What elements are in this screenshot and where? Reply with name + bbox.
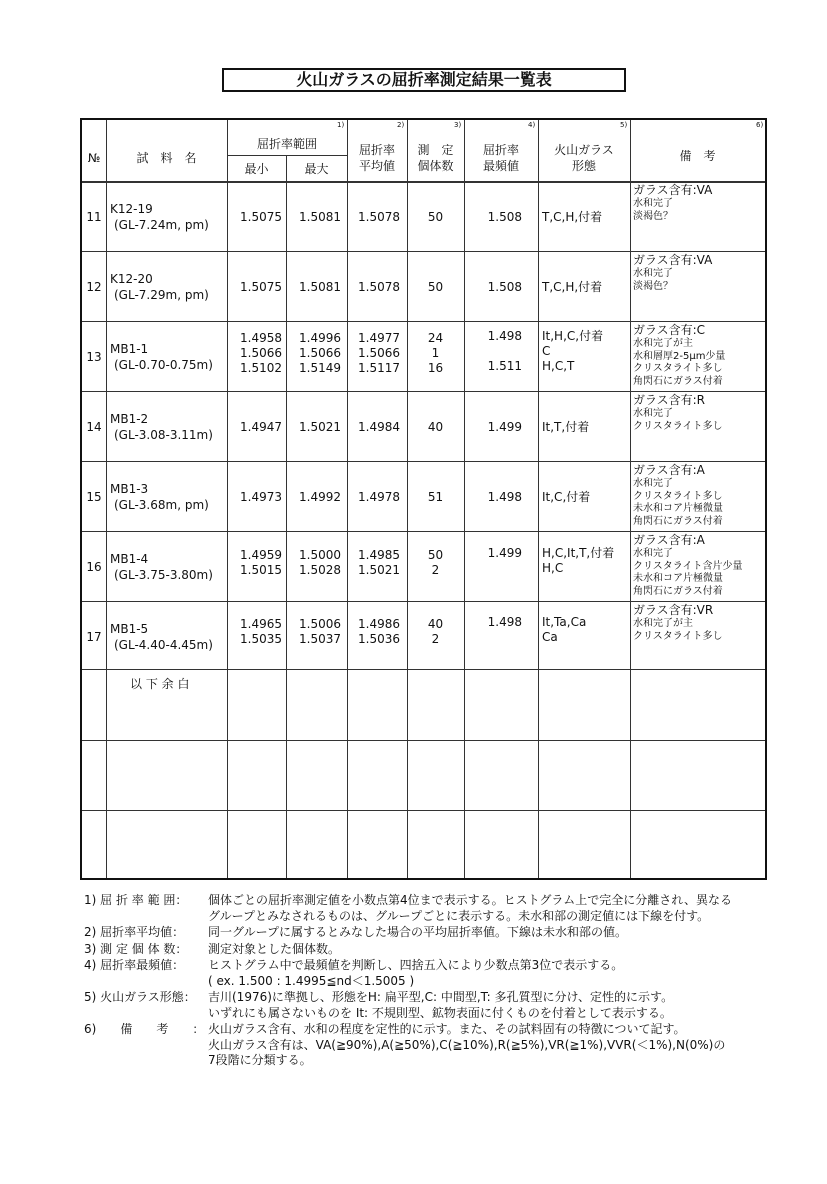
mode-value: 1.499 xyxy=(487,546,522,560)
footnote-text: グループとみなされるものは、グループごとに表示する。未水和部の測定値には下線を付す。 xyxy=(208,908,710,923)
min-value: 1.5015 xyxy=(240,563,282,577)
sample-depth: (GL-0.70-0.75m) xyxy=(114,358,213,372)
row-divider xyxy=(82,669,765,670)
footnote-text: いずれにも属さないものを It: 不規則型、鉱物表面に付くものを付着として表示する。 xyxy=(208,1005,672,1020)
min-value: 1.5075 xyxy=(240,280,282,294)
sample-id: K12-19 xyxy=(110,202,153,216)
col-divider xyxy=(538,120,539,878)
footnote-ref: 2) xyxy=(397,121,405,129)
remark-line: クリスタライト多し xyxy=(633,420,723,432)
row-number: 17 xyxy=(86,630,102,644)
row-number: 14 xyxy=(86,420,102,434)
count-value: 16 xyxy=(427,361,444,375)
mode-value: 1.498 xyxy=(487,329,522,343)
page-title: 火山ガラスの屈折率測定結果一覧表 xyxy=(222,68,626,92)
col-divider xyxy=(106,120,107,878)
footnote-line xyxy=(84,942,784,958)
footnote-line xyxy=(84,958,784,974)
mean-value: 1.4985 xyxy=(358,548,400,562)
max-value: 1.5081 xyxy=(299,210,341,224)
max-value: 1.5021 xyxy=(299,420,341,434)
footnote-line xyxy=(84,974,784,990)
count-value: 40 xyxy=(427,617,444,631)
max-value: 1.5149 xyxy=(299,361,341,375)
remark-line: ガラス含有:VA xyxy=(633,253,713,267)
remark-line: 水和完了 xyxy=(633,198,673,209)
row-number: 15 xyxy=(86,490,102,504)
header-sub-divider xyxy=(227,155,347,156)
mean-value: 1.5036 xyxy=(358,632,400,646)
sample-id: K12-20 xyxy=(110,272,153,286)
footnote-label: 3) 測 定 個 体 数： xyxy=(84,941,188,956)
count-value: 50 xyxy=(427,210,444,224)
sample-depth: (GL-4.40-4.45m) xyxy=(114,638,213,652)
count-value: 2 xyxy=(431,632,440,646)
footnote-label: 1) 屈 折 率 範 囲： xyxy=(84,893,188,907)
footnote-ref: 4) xyxy=(528,121,536,129)
remark-line: 水和完了 xyxy=(633,268,673,279)
footnote-label: 2) 屈折率平均値： xyxy=(84,925,185,939)
max-value: 1.5000 xyxy=(299,548,341,562)
sample-id: MB1-2 xyxy=(110,412,149,426)
header-sample: 試 料 名 xyxy=(136,151,197,165)
remark-line: ガラス含有:VA xyxy=(633,183,713,197)
remark-line: ガラス含有:VR xyxy=(633,603,714,617)
remark-line: 淡褐色？ xyxy=(633,210,673,222)
footnote-item xyxy=(84,958,784,989)
min-value: 1.4965 xyxy=(240,617,282,631)
header-remarks: 備 考 xyxy=(679,149,716,163)
remark-line: 角閃石にガラス付着 xyxy=(633,585,723,597)
header-no: № xyxy=(87,151,101,165)
min-value: 1.4959 xyxy=(240,548,282,562)
glass-form: T,C,H,付着 xyxy=(542,210,603,224)
mean-value: 1.5021 xyxy=(358,563,400,577)
glass-form: H,C,It,T,付着 xyxy=(542,546,615,560)
mean-value: 1.5117 xyxy=(358,361,400,375)
row-number: 11 xyxy=(86,210,102,224)
footnote-ref: 3) xyxy=(454,121,462,129)
row-divider xyxy=(82,531,765,532)
row-divider xyxy=(82,251,765,252)
header-form-2: 形態 xyxy=(571,159,596,173)
footnote-text: 吉川(1976)に準拠し、形態をH: 扁平型,C: 中間型,T: 多孔質型に分け、定性的に示す。 xyxy=(208,990,674,1004)
footnote-text: 火山ガラス含有は、VA(≧90%),A(≧50%),C(≧10%),R(≧5%),VR(≧1%),VVR(＜1%),N(0%)の xyxy=(208,1037,726,1052)
col-divider xyxy=(630,120,631,878)
footnote-label: 4) 屈折率最頻値： xyxy=(84,958,185,972)
remark-line: 水和完了 xyxy=(633,408,673,419)
footnote-item xyxy=(84,925,784,941)
min-value: 1.4973 xyxy=(240,490,282,504)
header-min: 最小 xyxy=(244,162,269,176)
footnote-line xyxy=(84,925,784,941)
min-value: 1.5035 xyxy=(240,632,282,646)
col-divider xyxy=(286,155,287,878)
min-value: 1.5066 xyxy=(240,346,282,360)
remark-line: 水和完了が主 xyxy=(633,618,693,629)
glass-form: T,C,H,付着 xyxy=(542,280,603,294)
row-number: 12 xyxy=(86,280,102,294)
header-range: 屈折率範囲 xyxy=(256,137,317,151)
footnote-item xyxy=(84,1022,784,1069)
footnote-text: ヒストグラム中で最頻値を判断し、四捨五入により少数点第3位で表示する。 xyxy=(208,958,624,972)
blank-remainder-label: 以 下 余 白 xyxy=(130,677,190,691)
mode-value: 1.499 xyxy=(487,420,522,434)
footnote-item xyxy=(84,990,784,1021)
sample-id: MB1-5 xyxy=(110,622,149,636)
sample-depth: (GL-3.08-3.11m) xyxy=(114,428,213,442)
remark-line: 水和完了 xyxy=(633,548,673,559)
footnote-ref: 1) xyxy=(337,121,345,129)
count-value: 50 xyxy=(427,280,444,294)
remark-line: クリスタライト多し xyxy=(633,490,723,502)
mean-value: 1.4977 xyxy=(358,331,400,345)
remark-line: 未水和コア片極微量 xyxy=(633,573,723,584)
mode-value: 1.511 xyxy=(487,359,522,373)
mean-value: 1.5078 xyxy=(358,280,400,294)
header-form-1: 火山ガラス xyxy=(554,143,614,157)
remark-line: 水和完了 xyxy=(633,478,673,489)
max-value: 1.5066 xyxy=(299,346,341,360)
footnote-label: 6) 備 考 ： xyxy=(84,1022,205,1036)
footnote-label: 5) 火山ガラス形態： xyxy=(84,990,196,1004)
row-divider xyxy=(82,810,765,811)
mode-value: 1.508 xyxy=(487,280,522,294)
remark-line: 淡褐色？ xyxy=(633,280,673,292)
footnote-text: 同一グループに属するとみなした場合の平均屈折率値。下線は未水和部の値。 xyxy=(208,925,628,939)
footnote-item xyxy=(84,942,784,958)
footnote-text: 個体ごとの屈折率測定値を小数点第4位まで表示する。ヒストグラム上で完全に分離され、異なる xyxy=(208,893,732,907)
count-value: 24 xyxy=(427,331,444,345)
remark-line: 水和層厚2-5μm少量 xyxy=(633,350,726,362)
footnote-item xyxy=(84,893,784,924)
sample-id: MB1-1 xyxy=(110,342,149,356)
remark-line: 未水和コア片極微量 xyxy=(633,503,723,514)
footnote-text: 測定対象とした個体数。 xyxy=(208,941,341,956)
header-mean-1: 屈折率 xyxy=(358,143,395,157)
header-count-1: 測 定 xyxy=(417,143,454,157)
row-number: 16 xyxy=(86,560,102,574)
row-divider xyxy=(82,601,765,602)
sample-depth: (GL-7.29m, pm) xyxy=(114,288,209,302)
footnote-text: 7段階に分類する。 xyxy=(208,1053,312,1067)
count-value: 40 xyxy=(427,420,444,434)
mean-value: 1.4984 xyxy=(358,420,400,434)
footnote-line xyxy=(84,1006,784,1022)
mean-value: 1.4986 xyxy=(358,617,400,631)
glass-form: It,H,C,付着 xyxy=(542,329,604,343)
remark-line: ガラス含有:C xyxy=(633,323,706,337)
footnote-line xyxy=(84,1053,784,1069)
glass-form: H,C xyxy=(542,561,564,575)
max-value: 1.5037 xyxy=(299,632,341,646)
mean-value: 1.5066 xyxy=(358,346,400,360)
min-value: 1.5075 xyxy=(240,210,282,224)
glass-form: It,T,付着 xyxy=(542,420,590,434)
max-value: 1.5006 xyxy=(299,617,341,631)
max-value: 1.4992 xyxy=(299,490,341,504)
glass-form: Ca xyxy=(542,630,558,644)
remark-line: ガラス含有:A xyxy=(633,533,705,547)
min-value: 1.5102 xyxy=(240,361,282,375)
footnote-line xyxy=(84,893,784,909)
row-divider xyxy=(82,740,765,741)
remark-line: ガラス含有:R xyxy=(633,393,706,407)
header-mode-2: 最頻値 xyxy=(482,159,519,173)
results-table xyxy=(80,118,767,880)
sample-depth: (GL-7.24m, pm) xyxy=(114,218,209,232)
min-value: 1.4958 xyxy=(240,331,282,345)
sample-depth: (GL-3.68m, pm) xyxy=(114,498,209,512)
count-value: 1 xyxy=(431,346,440,360)
mode-value: 1.508 xyxy=(487,210,522,224)
remark-line: ガラス含有:A xyxy=(633,463,705,477)
remark-line: 角閃石にガラス付着 xyxy=(633,515,723,527)
glass-form: C xyxy=(542,344,551,358)
max-value: 1.4996 xyxy=(299,331,341,345)
remark-line: クリスタライト多し xyxy=(633,630,723,642)
row-divider xyxy=(82,461,765,462)
header-max: 最大 xyxy=(304,162,329,176)
mean-value: 1.4978 xyxy=(358,490,400,504)
row-number: 13 xyxy=(86,350,102,364)
mean-value: 1.5078 xyxy=(358,210,400,224)
remark-line: クリスタライト多し xyxy=(633,363,723,374)
mode-value: 1.498 xyxy=(487,615,522,629)
count-value: 51 xyxy=(427,490,444,504)
footnotes xyxy=(84,893,784,1069)
footnote-line xyxy=(84,909,784,925)
footnote-line xyxy=(84,1022,784,1038)
header-mean-2: 平均値 xyxy=(358,159,395,173)
footnote-text: 火山ガラス含有、水和の程度を定性的に示す。また、その試料固有の特徴について記す。 xyxy=(208,1022,686,1036)
glass-form: It,C,付着 xyxy=(542,490,591,504)
glass-form: It,Ta,Ca xyxy=(542,615,587,629)
max-value: 1.5081 xyxy=(299,280,341,294)
remark-line: 角閃石にガラス付着 xyxy=(633,375,723,387)
footnote-ref: 6) xyxy=(756,121,764,129)
header-count-2: 個体数 xyxy=(417,159,454,173)
footnote-line xyxy=(84,1038,784,1054)
max-value: 1.5028 xyxy=(299,563,341,577)
count-value: 50 xyxy=(427,548,444,562)
min-value: 1.4947 xyxy=(240,420,282,434)
count-value: 2 xyxy=(431,563,440,577)
footnote-ref: 5) xyxy=(620,121,628,129)
sample-id: MB1-3 xyxy=(110,482,149,496)
row-divider xyxy=(82,321,765,322)
glass-form: H,C,T xyxy=(542,359,575,373)
footnote-text: ( ex. 1.500 : 1.4995≦nd＜1.5005 ) xyxy=(208,973,415,988)
remark-line: 水和完了が主 xyxy=(633,338,693,349)
mode-value: 1.498 xyxy=(487,490,522,504)
sample-id: MB1-4 xyxy=(110,552,149,566)
footnote-line xyxy=(84,990,784,1006)
row-divider xyxy=(82,391,765,392)
header-mode-1: 屈折率 xyxy=(482,143,519,157)
remark-line: クリスタライト含片少量 xyxy=(633,560,743,572)
sample-depth: (GL-3.75-3.80m) xyxy=(114,568,213,582)
